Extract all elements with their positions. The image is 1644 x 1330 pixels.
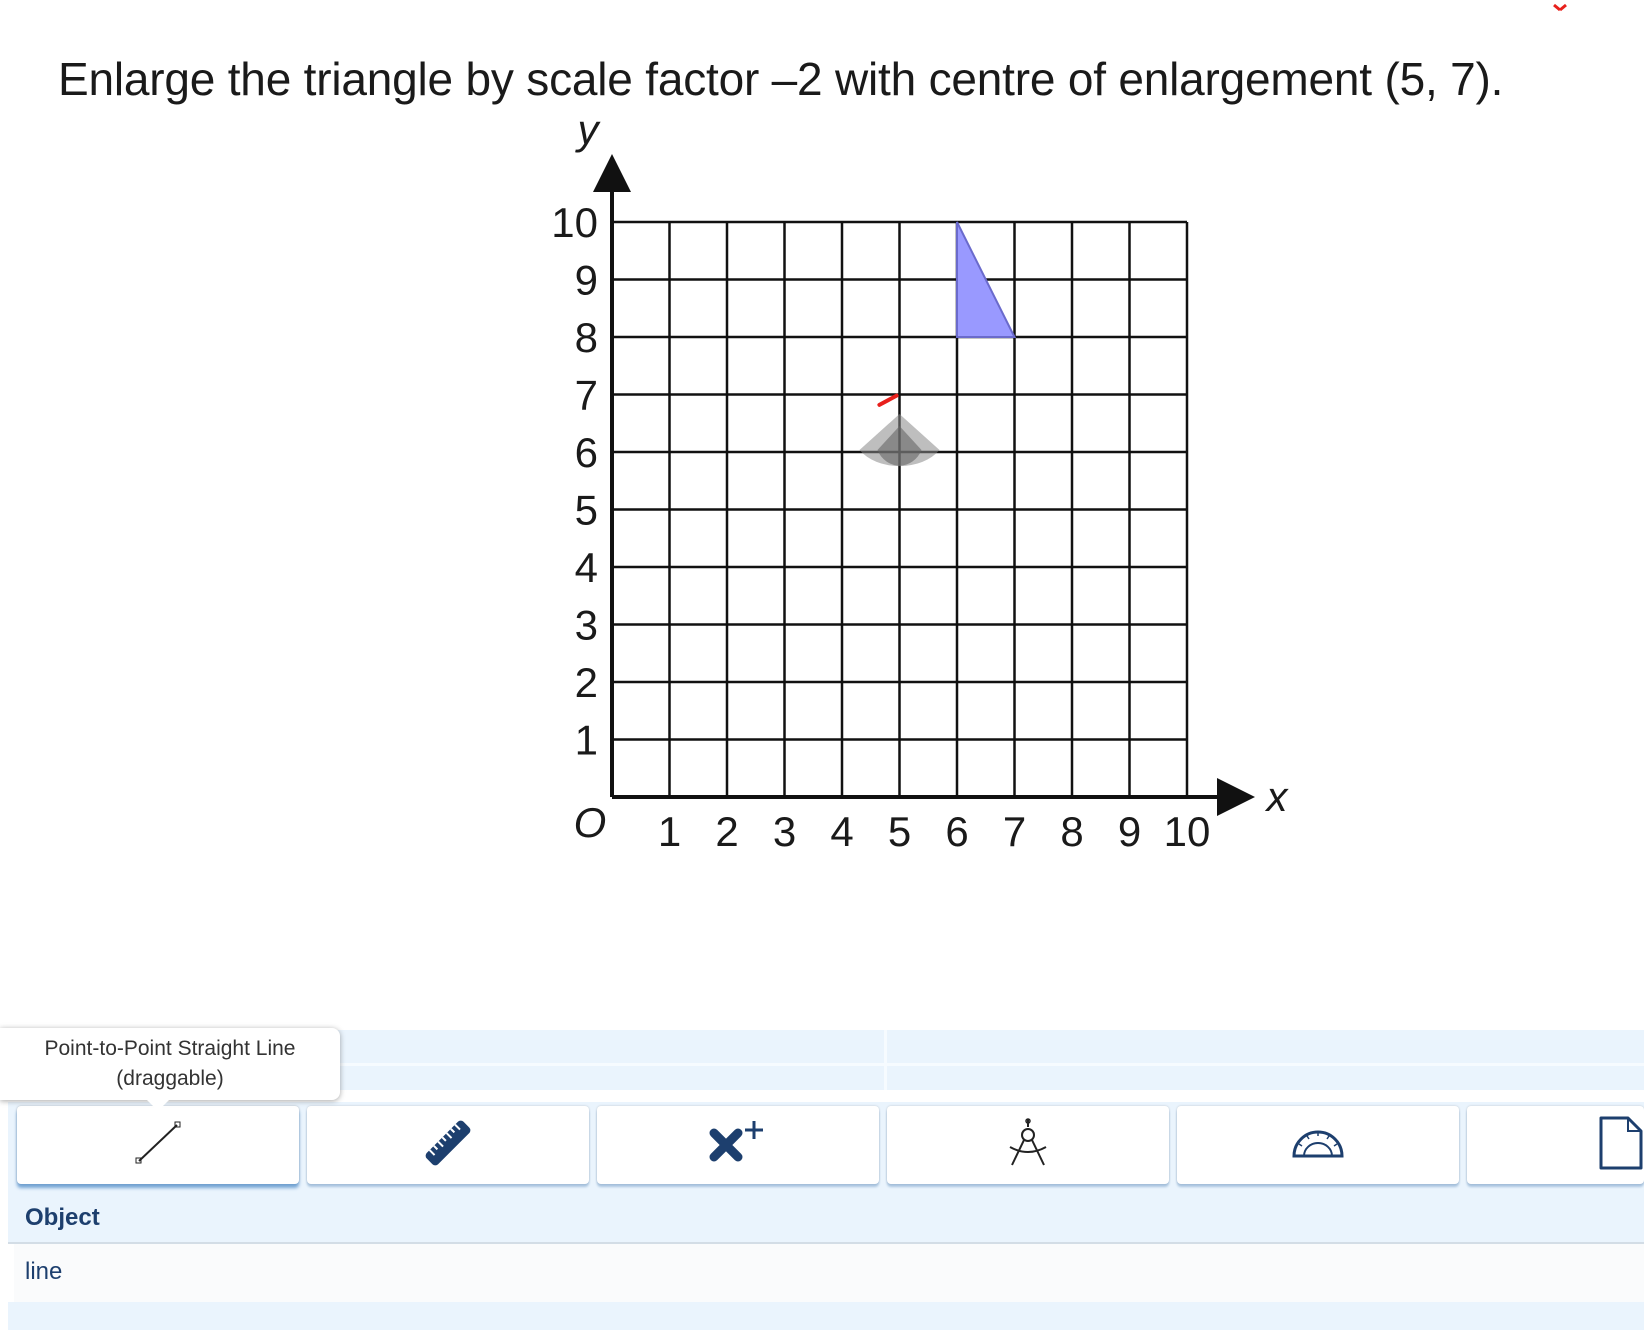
question-text: Enlarge the triangle by scale factor –2 with centre of enlargement (5, 7). (58, 53, 1504, 105)
corner-close-mark (1548, 0, 1590, 8)
origin-label: O (573, 799, 607, 846)
object-value: line (25, 1258, 63, 1285)
page-icon (1598, 1115, 1644, 1176)
tooltip-title: Point-to-Point Straight Line (44, 1037, 296, 1060)
protractor-tool-button[interactable] (1177, 1106, 1459, 1184)
ruler-tool-button[interactable] (307, 1106, 589, 1184)
x-tick-label: 6 (945, 808, 969, 855)
x-tick-label: 1 (657, 808, 682, 855)
add-point-tool-button[interactable] (597, 1106, 879, 1184)
protractor-icon (1291, 1127, 1345, 1164)
y-tick-label: 9 (574, 256, 598, 304)
tool-row (8, 1102, 1644, 1196)
y-tick-label: 7 (574, 371, 598, 419)
ruler-icon (420, 1115, 476, 1176)
compass-icon (1006, 1117, 1050, 1174)
blank-page-tool-button[interactable] (1467, 1106, 1644, 1184)
y-axis-label: y (577, 106, 599, 153)
tooltip-arrow (146, 1099, 170, 1111)
y-tick-label: 10 (551, 199, 598, 246)
y-tick-label: 2 (574, 659, 598, 706)
x-axis-arrow (1217, 778, 1255, 816)
y-axis-arrow (593, 154, 631, 192)
x-tick-label: 10 (1163, 808, 1211, 855)
grid-svg[interactable] (551, 106, 1360, 910)
panel-divider (884, 1030, 887, 1090)
object-row[interactable] (14, 1244, 1644, 1302)
y-tick-label: 4 (574, 544, 598, 591)
tooltip-subtitle: (draggable) (116, 1067, 224, 1090)
red-line-mark[interactable] (879, 396, 896, 405)
y-tick-label: 8 (574, 314, 598, 361)
y-tick-label: 3 (574, 601, 598, 649)
coordinate-grid[interactable] (551, 106, 1360, 910)
object-panel-header (8, 1196, 1644, 1244)
object-panel-footer (8, 1302, 1644, 1330)
x-tick-label: 4 (830, 808, 854, 855)
x-tick-label: 7 (1002, 808, 1027, 855)
x-tick-label: 5 (887, 808, 912, 855)
x-tick-label: 9 (1117, 808, 1142, 855)
compass-tool-button[interactable] (887, 1106, 1169, 1184)
cross-plus-icon (706, 1119, 770, 1172)
x-tick-label: 2 (715, 808, 739, 855)
x-tick-label: 3 (772, 808, 797, 855)
line-icon (135, 1121, 181, 1170)
x-tick-label: 8 (1060, 808, 1084, 855)
y-tick-label: 6 (574, 429, 598, 476)
y-tick-label: 1 (574, 716, 598, 764)
object-header-label: Object (25, 1204, 100, 1231)
line-tool-button[interactable] (17, 1106, 299, 1184)
line-tool-tooltip (0, 1028, 340, 1100)
y-tick-label: 5 (574, 486, 598, 534)
x-axis-label: x (1266, 773, 1288, 820)
